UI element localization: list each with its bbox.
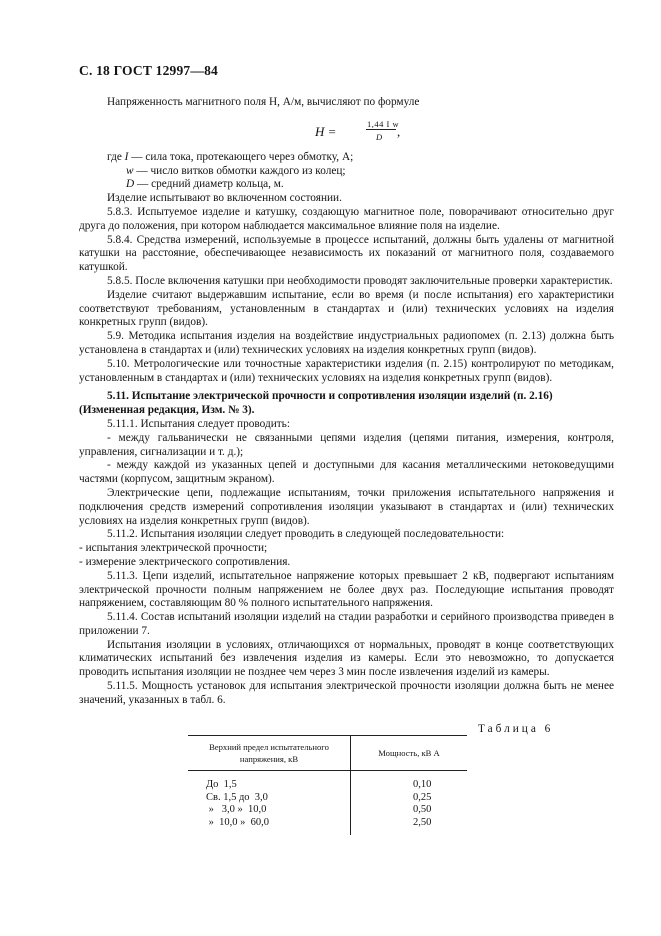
voltage-column <box>188 771 351 836</box>
page-header: С. 18 ГОСТ 12997—84 <box>79 63 218 78</box>
where-w-text: — число витков обмотки каждого из колец; <box>136 164 346 177</box>
where-I-text: — сила тока, протекающего через обмотку, А; <box>131 150 354 163</box>
table-cell-range: Св. 1,5 до 3,0 <box>206 791 268 803</box>
table-cell-power: 0,50 <box>413 804 432 816</box>
table-cell-range: » 3,0 » 10,0 <box>206 804 267 816</box>
table-header-voltage: Верхний предел испытательного напряжения, кВ <box>188 736 351 771</box>
paragraph-5-11-5: 5.11.5. Мощность установок для испытания электрической прочности изоляции должна быть не менее значений, указанных в табл. 6. <box>79 680 614 706</box>
where-w-line <box>79 165 614 179</box>
paragraph-5-9: 5.9. Методика испытания изделия на воздействие индустриальных радиопомех (п. 2.13) должна быть установлена в стандартах и (или) технических условиях на изделия конкретных групп (видов). <box>79 330 614 356</box>
var-w: w <box>126 164 134 177</box>
paragraph-5-8-4: 5.8.4. Средства измерений, используемые в процессе испытаний, должны быть удалены от магнитной катушки на расстояние, обеспечивающее независимость их показаний от магнитного поля, создаваемого катушкой. <box>79 233 614 274</box>
table-row <box>188 771 467 836</box>
list-item: - между гальванически не связанными цепями изделия (цепями питания, измерения, контроля, управления, сигнализации и т. д.); <box>79 431 614 458</box>
where-label: где <box>107 150 122 163</box>
table-cell-power: 2,50 <box>413 816 432 828</box>
formula-lhs: H = <box>315 123 337 139</box>
where-D-text: — средний диаметр кольца, м. <box>137 178 284 191</box>
list-item: - испытания электрической прочности; <box>79 542 268 555</box>
var-D: D <box>126 178 135 191</box>
paragraph-5-11-3: 5.11.3. Цепи изделий, испытательное напряжение которых превышает 2 кВ, подвергают испытаниям электрической прочности полным напряжением не более двух раз. Последующие испытания проводят напряжением, составляющим 80 % полного испытательного напряжения. <box>79 569 614 610</box>
amendment-note: (Измененная редакция, Изм. № 3). <box>79 404 255 417</box>
table-cell-range: » 10,0 » 60,0 <box>206 816 269 828</box>
var-I: I <box>124 150 129 163</box>
formula-comma: , <box>397 123 401 139</box>
fraction-bar <box>366 129 396 130</box>
paragraph-5-8-3: 5.8.3. Испытуемое изделие и катушку, создающую магнитное поле, поворачивают относительно друг друга до положения, при котором наблюдается максимальное влияние поля на изделие. <box>79 205 614 232</box>
section-title-5-11: 5.11. Испытание электрической прочности и сопротивления изоляции изделий (п. 2.16) <box>107 390 553 403</box>
list-item: - измерение электрического сопротивления. <box>79 555 291 568</box>
paragraph-5-11-4: 5.11.4. Состав испытаний изоляции изделий на стадии разработки и серийного производства приведен в приложении 7. <box>79 611 614 637</box>
body-text <box>79 96 614 708</box>
where-I-line <box>79 151 614 165</box>
paragraph-5-8-5: 5.8.5. После включения катушки при необходимости проводят заключительные проверки характеристик. <box>107 274 613 287</box>
paragraph-passed: Изделие считают выдержавшим испытание, если во время (и после испытания) его характеристики соответствуют требованиям, установленным в стандартах и (или) технических условиях на изделия конкретных групп (видов). <box>79 288 614 329</box>
paragraph-circuits: Электрические цепи, подлежащие испытаниям, точки приложения испытательного напряжения и подключения средств измерений сопротивления изоляции указывают в стандартах и (или) технических условиях на изделия конкретных групп (видов). <box>79 486 614 527</box>
power-column <box>351 771 468 836</box>
where-D-line <box>79 178 614 192</box>
formula-magnetic-field <box>79 115 614 151</box>
paragraph-5-11-1: 5.11.1. Испытания следует проводить: <box>107 417 290 430</box>
table-caption: Таблица 6 <box>478 723 554 735</box>
paragraph-climate: Испытания изоляции в условиях, отличающихся от нормальных, проводят в конце соответствующих климатических испытаний без извлечения изделия из камеры. Если это невозможно, то допускается проводить испытания изоляции не позднее чем через 3 мин после извлечения изделий из камеры. <box>79 638 614 679</box>
paragraph-5-11-2: 5.11.2. Испытания изоляции следует проводить в следующей последовательности: <box>107 528 505 541</box>
table-header-power: Мощность, кВ А <box>351 736 468 771</box>
table-cell-power: 0,25 <box>413 791 432 803</box>
formula-denominator: D <box>376 131 383 142</box>
table-cell-range: До 1,5 <box>206 779 237 790</box>
formula-numerator: 1,44 I w <box>367 118 400 129</box>
table-cell-power: 0,10 <box>413 779 432 790</box>
paragraph-intro: Напряженность магнитного поля H, А/м, вычисляют по формуле <box>107 96 420 108</box>
table-6 <box>188 735 467 835</box>
paragraph-enabled: Изделие испытывают во включенном состоянии. <box>107 192 342 205</box>
list-item: - между каждой из указанных цепей и доступными для касания металлическими нетоковедущими частями (корпусом, защитным экраном). <box>79 459 614 486</box>
paragraph-5-10: 5.10. Метрологические или точностные характеристики изделия (п. 2.15) контролируют по методикам, установленным в стандартах и (или) технических условиях на изделия конкретных групп (видов). <box>79 357 614 384</box>
